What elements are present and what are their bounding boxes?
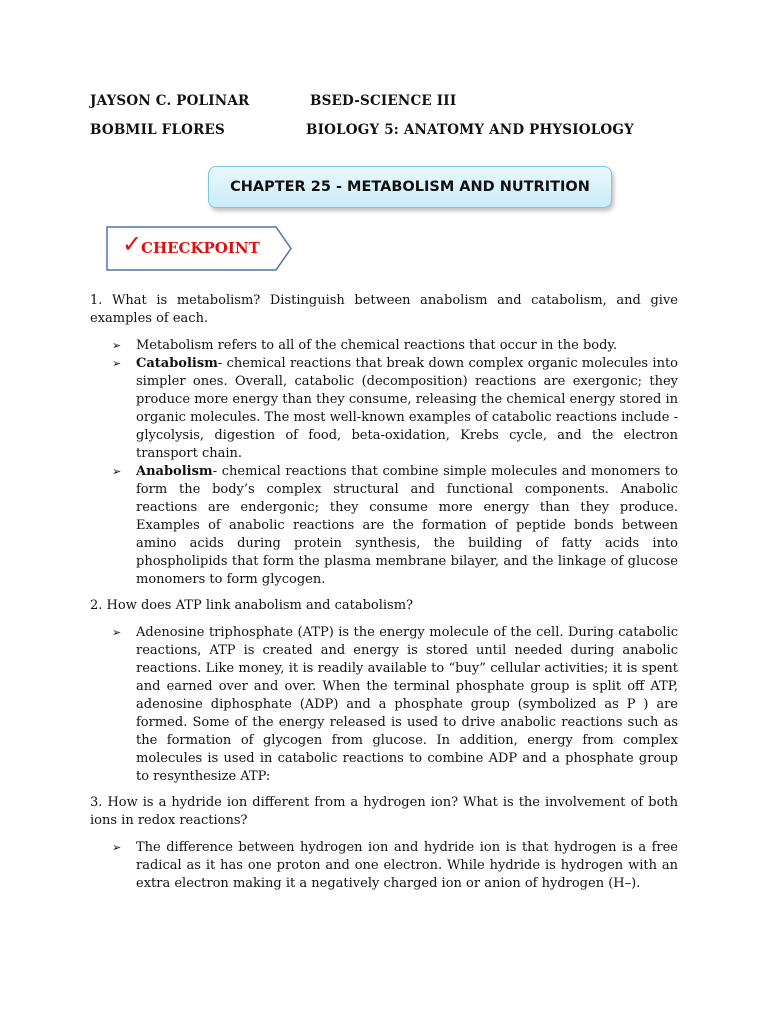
checkmark-icon: ✓ [122,230,143,258]
bullet-item [112,337,678,355]
arrow-bullet-icon: ➢ [112,339,122,352]
question-2: 2. How does ATP link anabolism and catabolism? [90,598,414,613]
arrow-bullet-icon: ➢ [112,841,122,854]
bullet-item [112,624,678,786]
bullet-item [112,355,678,463]
subject-label: BIOLOGY 5: ANATOMY AND PHYSIOLOGY [306,122,634,138]
document-body [90,292,678,901]
question-3: 3. How is a hydride ion different from a hydrogen ion? What is the involvement of both ions in redox reactions? [90,795,678,828]
bullet-item [112,839,678,893]
arrow-bullet-icon: ➢ [112,465,122,478]
answer-list-1 [90,337,678,589]
bullet-text: Adenosine triphosphate (ATP) is the energy molecule of the cell. During catabolic reactions, ATP is created and energy is stored until needed during anabolic reactions. Like money, it is readily available to “buy” cellular activities; it is spent and earned over and over. When the terminal phosphate group is split off ATP, adenosine diphosphate (ADP) and a phosphate group (symbolized as P ) are formed. Some of the energy released is used to drive anabolic reactions such as the formation of glycogen from glucose. In addition, energy from complex molecules is used in catabolic reactions to combine ADP and a phosphate group to resynthesize ATP: [136,625,678,784]
term-anabolism: Anabolism [136,464,213,479]
chapter-banner [208,166,612,208]
arrow-bullet-icon: ➢ [112,357,122,370]
bullet-text: - chemical reactions that break down complex organic molecules into simpler ones. Overall, catabolic (decomposition) reactions are exergonic; they produce more energy than they consume, releasing the chemical energy stored in organic molecules. The most well-known examples of catabolic reactions include - glycolysis, digestion of food, beta-oxidation, Krebs cycle, and the electron transport chain. [136,356,678,461]
section-2 [90,597,678,786]
author-name-2: BOBMIL FLORES [90,122,225,138]
bullet-text: Metabolism refers to all of the chemical reactions that occur in the body. [136,338,618,353]
author-name-1: JAYSON C. POLINAR [90,93,250,109]
bullet-text: The difference between hydrogen ion and hydride ion is that hydrogen is a free radical as it has one proton and one electron. While hydride is hydrogen with an extra electron making it a negatively charged ion or anion of hydrogen (H–). [136,840,678,891]
bullet-item [112,463,678,589]
question-1: 1. What is metabolism? Distinguish between anabolism and catabolism, and give examples of each. [90,293,678,326]
checkpoint-banner [106,226,292,271]
section-1 [90,292,678,589]
section-3 [90,794,678,893]
bullet-text: - chemical reactions that combine simple molecules and monomers to form the body’s complex structural and functional components. Anabolic reactions are endergonic; they consume more energy than they produce. Examples of anabolic reactions are the formation of peptide bonds between amino acids during protein synthesis, the building of fatty acids into phospholipids that form the plasma membrane bilayer, and the linkage of glucose monomers to form glycogen. [136,464,678,587]
chapter-title: CHAPTER 25 - METABOLISM AND NUTRITION [230,179,590,195]
answer-list-3 [90,839,678,893]
arrow-bullet-icon: ➢ [112,626,122,639]
term-catabolism: Catabolism [136,356,218,371]
course-label: BSED-SCIENCE III [310,93,457,109]
answer-list-2 [90,624,678,786]
checkpoint-label: CHECKPOINT [141,239,260,257]
